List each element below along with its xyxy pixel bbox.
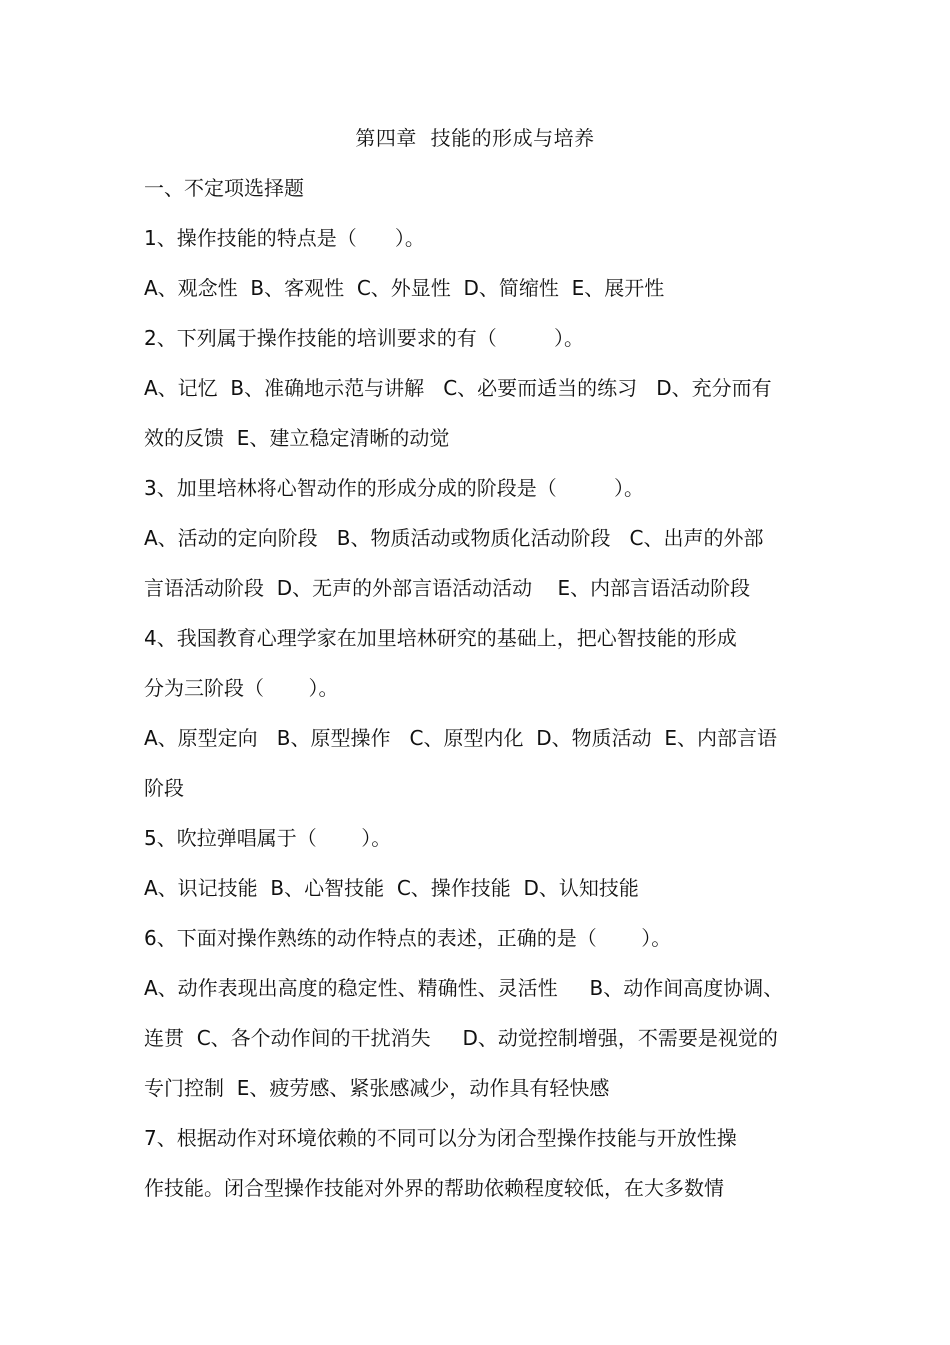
question-3-options: A、活动的定向阶段 B、物质活动或物质化活动阶段 C、出声的外部 xyxy=(144,526,764,550)
question-1-options: A、观念性 B、客观性 C、外显性 D、简缩性 E、展开性 xyxy=(144,276,665,300)
question-6-stem: 6、下面对操作熟练的动作特点的表述，正确的是（ ）。 xyxy=(144,926,672,950)
question-4-stem-continued: 分为三阶段（ ）。 xyxy=(144,676,339,700)
question-5-stem: 5、吹拉弹唱属于（ ）。 xyxy=(144,826,392,850)
question-3-options-continued: 言语活动阶段 D、无声的外部言语活动活动 E、内部言语活动阶段 xyxy=(144,576,751,600)
question-3-stem: 3、加里培林将心智动作的形成分成的阶段是（ ）。 xyxy=(144,476,644,500)
question-6-options-continued-2: 专门控制 E、疲劳感、紧张感减少，动作具有轻快感 xyxy=(144,1076,610,1100)
question-2-options-continued: 效的反馈 E、建立稳定清晰的动觉 xyxy=(144,426,450,450)
chapter-title: 第四章 技能的形成与培养 xyxy=(355,126,595,150)
question-4-stem: 4、我国教育心理学家在加里培林研究的基础上，把心智技能的形成 xyxy=(144,626,737,650)
question-4-options: A、原型定向 B、原型操作 C、原型内化 D、物质活动 E、内部言语 xyxy=(144,726,777,750)
question-7-stem-continued: 作技能。闭合型操作技能对外界的帮助依赖程度较低，在大多数情 xyxy=(144,1176,724,1200)
question-1-stem: 1、操作技能的特点是（ ）。 xyxy=(144,226,425,250)
question-6-options-continued: 连贯 C、各个动作间的干扰消失 D、动觉控制增强，不需要是视觉的 xyxy=(144,1026,778,1050)
question-4-options-continued: 阶段 xyxy=(144,776,184,800)
question-2-stem: 2、下列属于操作技能的培训要求的有（ ）。 xyxy=(144,326,584,350)
question-5-options: A、识记技能 B、心智技能 C、操作技能 D、认知技能 xyxy=(144,876,639,900)
question-6-options: A、动作表现出高度的稳定性、精确性、灵活性 B、动作间高度协调、 xyxy=(144,976,784,1000)
question-7-stem: 7、根据动作对环境依赖的不同可以分为闭合型操作技能与开放性操 xyxy=(144,1126,737,1150)
question-2-options: A、记忆 B、准确地示范与讲解 C、必要而适当的练习 D、充分而有 xyxy=(144,376,772,400)
section-heading: 一、不定项选择题 xyxy=(144,176,304,200)
